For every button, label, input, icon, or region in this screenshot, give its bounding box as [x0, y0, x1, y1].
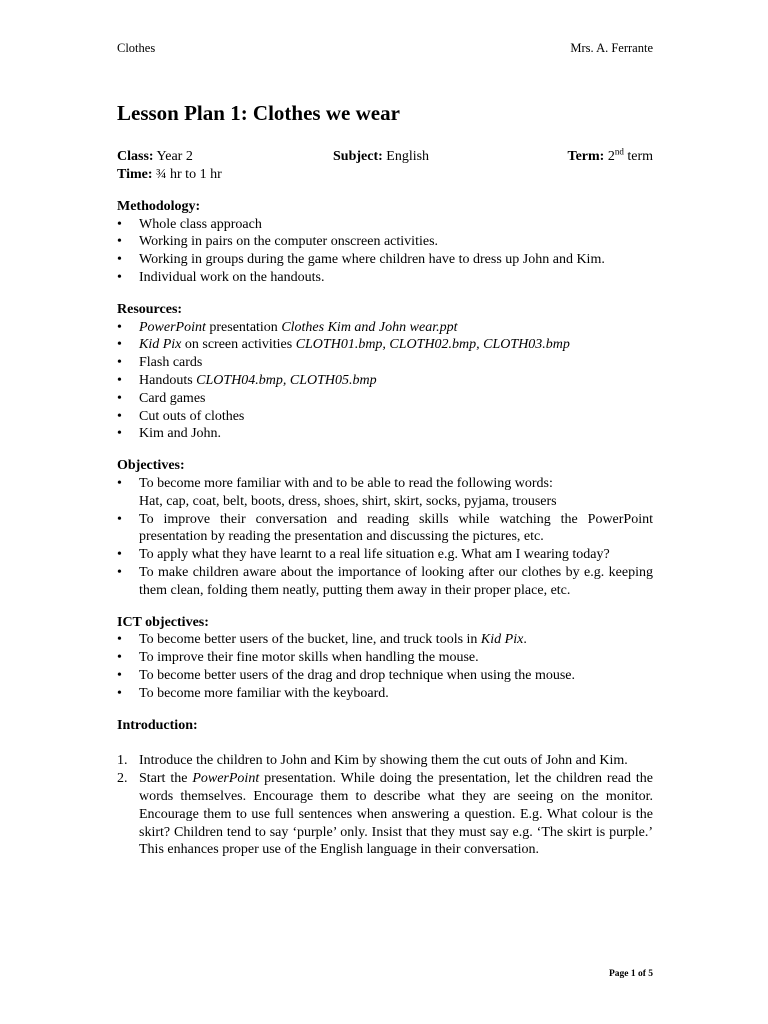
list-item: • To become more familiar with and to be able to read the following words: Hat, cap, coat, belt, boots, dress, shoes, shirt, skirt, socks, pyjama, trousers	[117, 475, 653, 511]
methodology-title: Methodology:	[117, 198, 201, 214]
list-item: • Working in groups during the game where children have to dress up John and Kim.	[117, 251, 653, 269]
ict-objectives-list	[117, 631, 653, 702]
list-item: • To improve their fine motor skills when handling the mouse.	[117, 649, 653, 667]
objectives-section	[117, 457, 653, 599]
list-item: • To become more familiar with the keyboard.	[117, 685, 653, 703]
list-item: • To make children aware about the importance of looking after our clothes by e.g. keeping them clean, folding them neatly, putting them away in their proper place, etc.	[117, 564, 653, 600]
introduction-steps	[117, 752, 653, 859]
introduction-section	[117, 717, 653, 860]
objectives-title: Objectives:	[117, 458, 185, 474]
page-number: Page 1 of 5	[608, 969, 653, 979]
list-item: • Kid Pix on screen activities CLOTH01.bmp, CLOTH02.bmp, CLOTH03.bmp	[117, 336, 653, 354]
list-item: • Kim and John.	[117, 425, 653, 443]
meta-row	[117, 148, 653, 166]
list-item: • Handouts CLOTH04.bmp, CLOTH05.bmp	[117, 372, 653, 390]
class-field: Class: Year 2	[117, 149, 193, 164]
methodology-section	[117, 198, 653, 287]
resources-title: Resources:	[117, 301, 183, 317]
document-body	[117, 100, 653, 859]
list-item: • To become better users of the drag and drop technique when using the mouse.	[117, 667, 653, 685]
methodology-list	[117, 216, 653, 287]
list-item: • Individual work on the handouts.	[117, 269, 653, 287]
running-header-left: Clothes	[117, 41, 156, 55]
list-item: 1. Introduce the children to John and Kim by showing them the cut outs of John and Kim.	[117, 753, 628, 769]
list-item: • PowerPoint presentation Clothes Kim and John wear.ppt	[117, 319, 653, 337]
resources-list	[117, 319, 653, 444]
introduction-title: Introduction:	[117, 717, 198, 733]
list-item: • To improve their conversation and reading skills while watching the PowerPoint presentation by reading the presentation and discussing the pictures, etc.	[117, 511, 653, 547]
list-item: • Card games	[117, 390, 653, 408]
list-item: • Cut outs of clothes	[117, 408, 653, 426]
objectives-list	[117, 475, 653, 600]
ict-objectives-title: ICT objectives:	[117, 614, 209, 630]
list-item: • Flash cards	[117, 354, 653, 372]
list-item: • To become better users of the bucket, line, and truck tools in Kid Pix.	[117, 631, 653, 649]
term-field: Term: 2nd term	[567, 146, 653, 164]
page-title: Lesson Plan 1: Clothes we wear	[117, 101, 400, 125]
running-header-right: Mrs. A. Ferrante	[570, 41, 653, 55]
time-field: Time: ¾ hr to 1 hr	[117, 167, 222, 182]
ict-objectives-section	[117, 614, 653, 703]
list-item: • To apply what they have learnt to a real life situation e.g. What am I wearing today?	[117, 546, 653, 564]
list-item: 2. Start the PowerPoint presentation. While doing the presentation, let the children read the words themselves. Encourage them to describe what they are seeing on the monitor. Encourage them to use full sentences when answering a question. E.g. What colour is the skirt? Children tend to say ‘purple’ only. Insist that they must say e.g. ‘The skirt is purple.’ This enhances proper use of the English language in their conversation.	[117, 771, 654, 858]
subject-field: Subject: English	[333, 149, 430, 164]
list-item: • Working in pairs on the computer onscreen activities.	[117, 233, 653, 251]
list-item: • Whole class approach	[117, 216, 653, 234]
resources-section	[117, 301, 653, 443]
vocabulary-line: Hat, cap, coat, belt, boots, dress, shoes, shirt, skirt, socks, pyjama, trousers	[139, 493, 557, 509]
